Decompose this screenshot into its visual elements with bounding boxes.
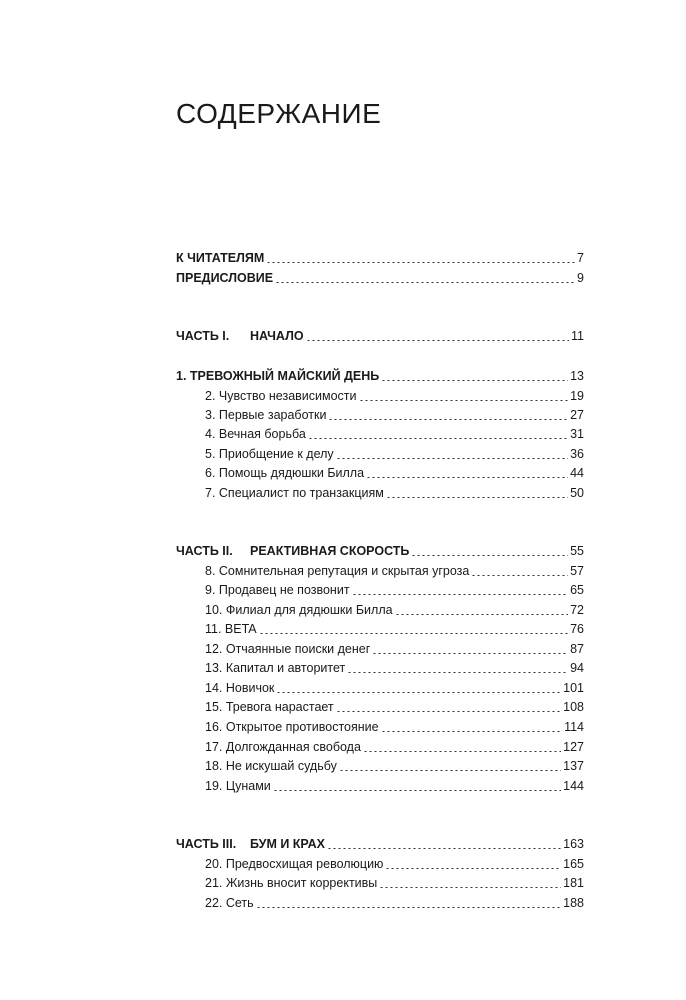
toc-entry-chapter-13[interactable] xyxy=(205,658,584,678)
toc-page-number: 101 xyxy=(563,681,584,695)
dot-leader xyxy=(347,672,568,673)
toc-entry-chapter-3[interactable] xyxy=(205,405,584,425)
part-number: ЧАСТЬ II. xyxy=(176,544,233,558)
toc-page-number: 50 xyxy=(570,486,584,500)
dot-leader xyxy=(386,497,568,498)
toc-page-number: 13 xyxy=(570,369,584,383)
dot-leader xyxy=(259,633,568,634)
toc-entry-chapter-7[interactable] xyxy=(205,483,584,503)
toc-entry-chapter-20[interactable] xyxy=(205,854,584,874)
toc-page-number: 188 xyxy=(563,896,584,910)
toc-entry-label: 4. Вечная борьба xyxy=(205,427,306,441)
toc-page-number: 55 xyxy=(570,544,584,558)
toc-page-number: 44 xyxy=(570,466,584,480)
toc-entry-label: 16. Открытое противостояние xyxy=(205,720,379,734)
dot-leader xyxy=(308,438,568,439)
dot-leader xyxy=(363,751,561,752)
part-name: БУМ И КРАХ xyxy=(250,837,326,851)
toc-entry-label: 19. Цунами xyxy=(205,779,271,793)
toc-part-1[interactable] xyxy=(176,326,584,346)
dot-leader xyxy=(339,770,561,771)
toc-entry-label: 22. Сеть xyxy=(205,896,254,910)
toc-entry-label: 3. Первые заработки xyxy=(205,408,327,422)
toc-entry-chapter-11[interactable] xyxy=(205,619,584,639)
toc-entry-label: 13. Капитал и авторитет xyxy=(205,661,346,675)
toc-entry-label: 5. Приобщение к делу xyxy=(205,447,334,461)
toc-page-number: 72 xyxy=(570,603,584,617)
toc-entry-chapter-14[interactable] xyxy=(205,678,584,698)
toc-entry-label: К ЧИТАТЕЛЯМ xyxy=(176,251,265,265)
toc-page-number: 65 xyxy=(570,583,584,597)
toc-entry-chapter-15[interactable] xyxy=(205,697,584,717)
toc-page-number: 94 xyxy=(570,661,584,675)
toc-page-number: 31 xyxy=(570,427,584,441)
toc-entry-label: 6. Помощь дядюшки Билла xyxy=(205,466,365,480)
toc-page-number: 36 xyxy=(570,447,584,461)
toc-part-2[interactable] xyxy=(176,541,584,561)
dot-leader xyxy=(273,790,561,791)
toc-entry-label: 2. Чувство независимости xyxy=(205,389,357,403)
dot-leader xyxy=(381,731,562,732)
toc-page-number: 181 xyxy=(563,876,584,890)
toc-entry-chapter-18[interactable] xyxy=(205,756,584,776)
toc-entry-chapter-4[interactable] xyxy=(205,424,584,444)
toc-entry-label: 18. Не искушай судьбу xyxy=(205,759,337,773)
toc-entry-label: 11. BETA xyxy=(205,622,257,636)
dot-leader xyxy=(276,692,561,693)
dot-leader xyxy=(275,282,575,283)
dot-leader xyxy=(381,380,568,381)
toc-entry-label: 14. Новичок xyxy=(205,681,275,695)
toc-entry-chapter-21[interactable] xyxy=(205,873,584,893)
toc-entry-chapter-22[interactable] xyxy=(205,893,584,913)
toc-entry-preface[interactable] xyxy=(176,268,584,288)
dot-leader xyxy=(385,868,561,869)
dot-leader xyxy=(379,887,561,888)
toc-page-number: 127 xyxy=(563,740,584,754)
dot-leader xyxy=(328,419,568,420)
dot-leader xyxy=(411,555,568,556)
toc-entry-label: 10. Филиал для дядюшки Билла xyxy=(205,603,393,617)
dot-leader xyxy=(336,711,561,712)
toc-page-number: 9 xyxy=(577,271,584,285)
part-name: НАЧАЛО xyxy=(250,329,304,343)
dot-leader xyxy=(372,653,568,654)
page-title: СОДЕРЖАНИЕ xyxy=(176,98,382,129)
toc-entry-label: 8. Сомнительная репутация и скрытая угроза xyxy=(205,564,470,578)
part-number: ЧАСТЬ III. xyxy=(176,837,237,851)
toc-part-heading xyxy=(176,326,304,346)
toc-entry-label: 20. Предвосхищая революцию xyxy=(205,857,384,871)
dot-leader xyxy=(359,400,569,401)
toc-entry-chapter-17[interactable] xyxy=(205,737,584,757)
toc-page-number: 144 xyxy=(563,779,584,793)
toc-page-number: 19 xyxy=(570,389,584,403)
toc-page-number: 87 xyxy=(570,642,584,656)
dot-leader xyxy=(352,594,569,595)
toc-page-number: 11 xyxy=(571,329,584,343)
toc-entry-chapter-16[interactable] xyxy=(205,717,584,737)
toc-entry-chapter-12[interactable] xyxy=(205,639,584,659)
toc-page-number: 163 xyxy=(563,837,584,851)
dot-leader xyxy=(366,477,568,478)
toc-page-number: 7 xyxy=(577,251,584,265)
toc-page-number: 76 xyxy=(570,622,584,636)
toc-page-number: 165 xyxy=(563,857,584,871)
toc-page-number: 114 xyxy=(564,720,584,734)
dot-leader xyxy=(395,614,569,615)
toc-entry-chapter-6[interactable] xyxy=(205,463,584,483)
toc-entry-chapter-10[interactable] xyxy=(205,600,584,620)
toc-part-heading xyxy=(176,834,325,854)
toc-entry-label: 12. Отчаянные поиски денег xyxy=(205,642,371,656)
dot-leader xyxy=(266,262,575,263)
dot-leader xyxy=(471,575,568,576)
part-name: РЕАКТИВНАЯ СКОРОСТЬ xyxy=(250,544,410,558)
toc-entry-chapter-5[interactable] xyxy=(205,444,584,464)
toc-page-number: 108 xyxy=(563,700,584,714)
toc-entry-label: 9. Продавец не позвонит xyxy=(205,583,350,597)
dot-leader xyxy=(256,907,561,908)
toc-entry-label: 7. Специалист по транзакциям xyxy=(205,486,384,500)
toc-entry-chapter-9[interactable] xyxy=(205,580,584,600)
toc-entry-label: 1. ТРЕВОЖНЫЙ МАЙСКИЙ ДЕНЬ xyxy=(176,369,380,383)
toc-part-heading xyxy=(176,541,409,561)
part-number: ЧАСТЬ I. xyxy=(176,329,230,343)
dot-leader xyxy=(306,340,569,341)
toc-part-3[interactable] xyxy=(176,834,584,854)
toc-entry-label: 17. Долгожданная свобода xyxy=(205,740,361,754)
toc-entry-chapter-19[interactable] xyxy=(205,776,584,796)
dot-leader xyxy=(336,458,568,459)
toc-entry-chapter-2[interactable] xyxy=(205,386,584,406)
toc-entry-chapter-1[interactable] xyxy=(176,366,584,386)
dot-leader xyxy=(327,848,561,849)
toc-entry-label: ПРЕДИСЛОВИЕ xyxy=(176,271,274,285)
toc-page-number: 57 xyxy=(570,564,584,578)
toc-page-number: 27 xyxy=(570,408,584,422)
toc-page-number: 137 xyxy=(563,759,584,773)
toc-entry-label: 15. Тревога нарастает xyxy=(205,700,334,714)
toc-entry-chapter-8[interactable] xyxy=(205,561,584,581)
toc-entry-to-readers[interactable] xyxy=(176,248,584,268)
toc-entry-label: 21. Жизнь вносит коррективы xyxy=(205,876,378,890)
